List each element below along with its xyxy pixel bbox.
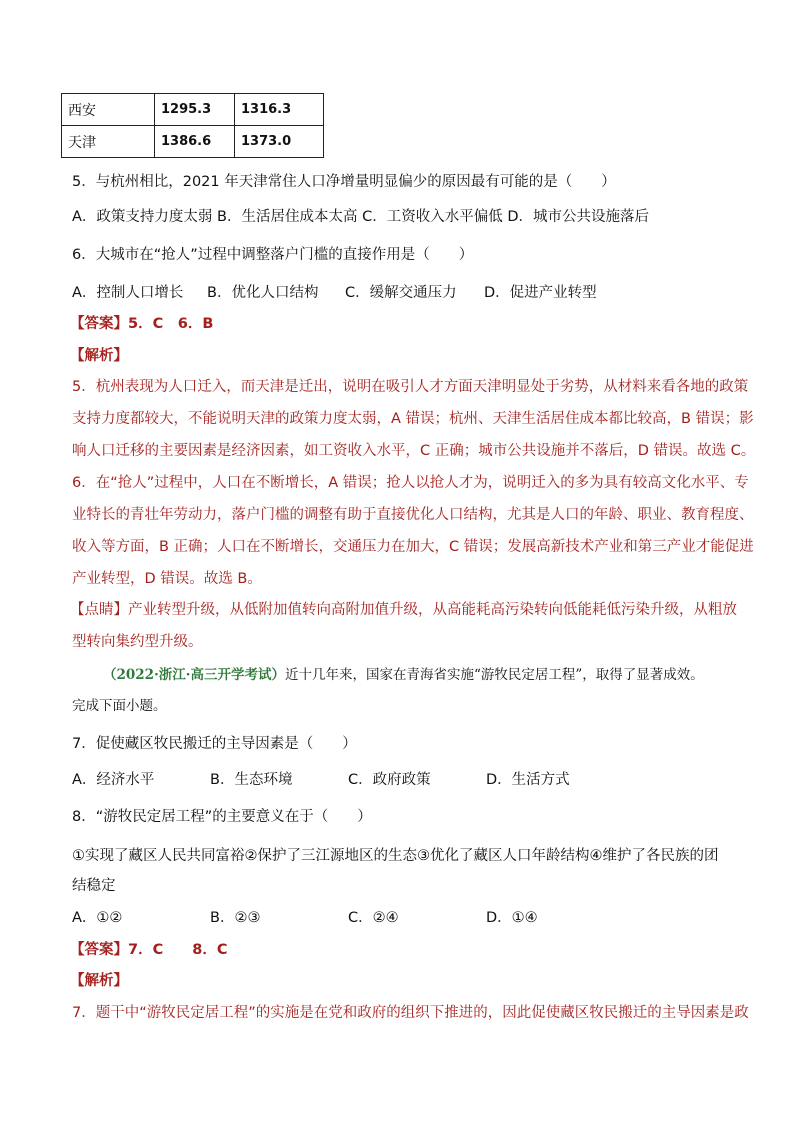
table-cell-value: 1295.3 <box>155 94 235 126</box>
option-b: B．②③ <box>210 910 261 926</box>
answer-label: 【答案】7．C 8．C <box>70 942 228 958</box>
option-d: D．①④ <box>486 910 538 926</box>
option-b: B．生态环境 <box>210 772 293 788</box>
passage-intro <box>103 665 704 685</box>
table-cell-value: 1316.3 <box>235 94 324 126</box>
answer-label: 【答案】5．C 6．B <box>70 316 214 332</box>
question-8-options <box>72 908 538 928</box>
analysis-line: 7．题干中“游牧民定居工程”的实施是在党和政府的组织下推进的，因此促使藏区牧民搬迁的主导因素是政 <box>72 1005 749 1021</box>
analysis-line: 产业转型，D 错误。故选 B。 <box>72 571 262 587</box>
question-6-stem: 6．大城市在“抢人”过程中调整落户门槛的直接作用是（ ） <box>72 247 474 263</box>
option-c: C．政府政策 <box>348 772 431 788</box>
source-tag: （2022·浙江·高三开学考试） <box>103 667 285 683</box>
analysis-line: 业特长的青壮年劳动力，落户门槛的调整有助于直接优化人口结构，尤其是人口的年龄、职业、教育程度、 <box>72 507 754 523</box>
population-table <box>61 93 324 158</box>
question-7-stem: 7．促使藏区牧民搬迁的主导因素是（ ） <box>72 736 357 752</box>
table-cell-value: 1386.6 <box>155 126 235 158</box>
option-c: C．②④ <box>348 910 399 926</box>
table-cell-city: 天津 <box>62 126 155 158</box>
analysis-line: 支持力度都较大，不能说明天津的政策力度太弱，A 错误；杭州、天津生活居住成本都比较高，B 错误；影 <box>72 411 754 427</box>
tip-line: 【点睛】产业转型升级，从低附加值转向高附加值升级，从高能耗高污染转向低能耗低污染升级，从粗放 <box>70 602 737 618</box>
question-8-statements: 结稳定 <box>72 878 116 894</box>
tip-line: 型转向集约型升级。 <box>72 634 203 650</box>
analysis-line: 6．在“抢人”过程中，人口在不断增长，A 错误；抢人以抢人才为，说明迁入的多为具有较高文化水平、专 <box>72 475 749 491</box>
question-5-stem: 5．与杭州相比，2021 年天津常住人口净增量明显偏少的原因最有可能的是（ ） <box>72 174 616 190</box>
passage-text: 完成下面小题。 <box>72 698 167 714</box>
option-c: C．缓解交通压力 <box>345 285 457 301</box>
table-cell-city: 西安 <box>62 94 155 126</box>
analysis-line: 响人口迁移的主要因素是经济因素，如工资收入水平，C 正确；城市公共设施并不落后，D 错误。故选 C。 <box>72 443 756 459</box>
analysis-label: 【解析】 <box>70 973 128 989</box>
passage-text: 近十几年来，国家在青海省实施“游牧民定居工程”，取得了显著成效。 <box>284 667 704 683</box>
question-6-options <box>72 283 597 303</box>
option-a: A．经济水平 <box>72 772 155 788</box>
question-8-statements: ①实现了藏区人民共同富裕②保护了三江源地区的生态③优化了藏区人口年龄结构④维护了各民族的团 <box>72 848 719 864</box>
table-row <box>62 94 324 126</box>
option-d: D．生活方式 <box>486 772 570 788</box>
analysis-line: 收入等方面，B 正确；人口在不断增长，交通压力在加大，C 错误；发展高新技术产业和第三产业才能促进 <box>72 539 754 555</box>
option-b: B．优化人口结构 <box>207 285 319 301</box>
question-5-options: A．政策支持力度太弱 B．生活居住成本太高 C．工资收入水平偏低 D．城市公共设施落后 <box>72 209 649 225</box>
question-7-options <box>72 770 570 790</box>
analysis-label: 【解析】 <box>70 348 128 364</box>
table-cell-value: 1373.0 <box>235 126 324 158</box>
question-8-stem: 8．“游牧民定居工程”的主要意义在于（ ） <box>72 809 372 825</box>
option-a: A．①② <box>72 910 123 926</box>
table-row <box>62 126 324 158</box>
analysis-line: 5．杭州表现为人口迁入，而天津是迁出，说明在吸引人才方面天津明显处于劣势，从材料来看各地的政策 <box>72 379 749 395</box>
option-d: D．促进产业转型 <box>484 285 597 301</box>
option-a: A．控制人口增长 <box>72 285 184 301</box>
